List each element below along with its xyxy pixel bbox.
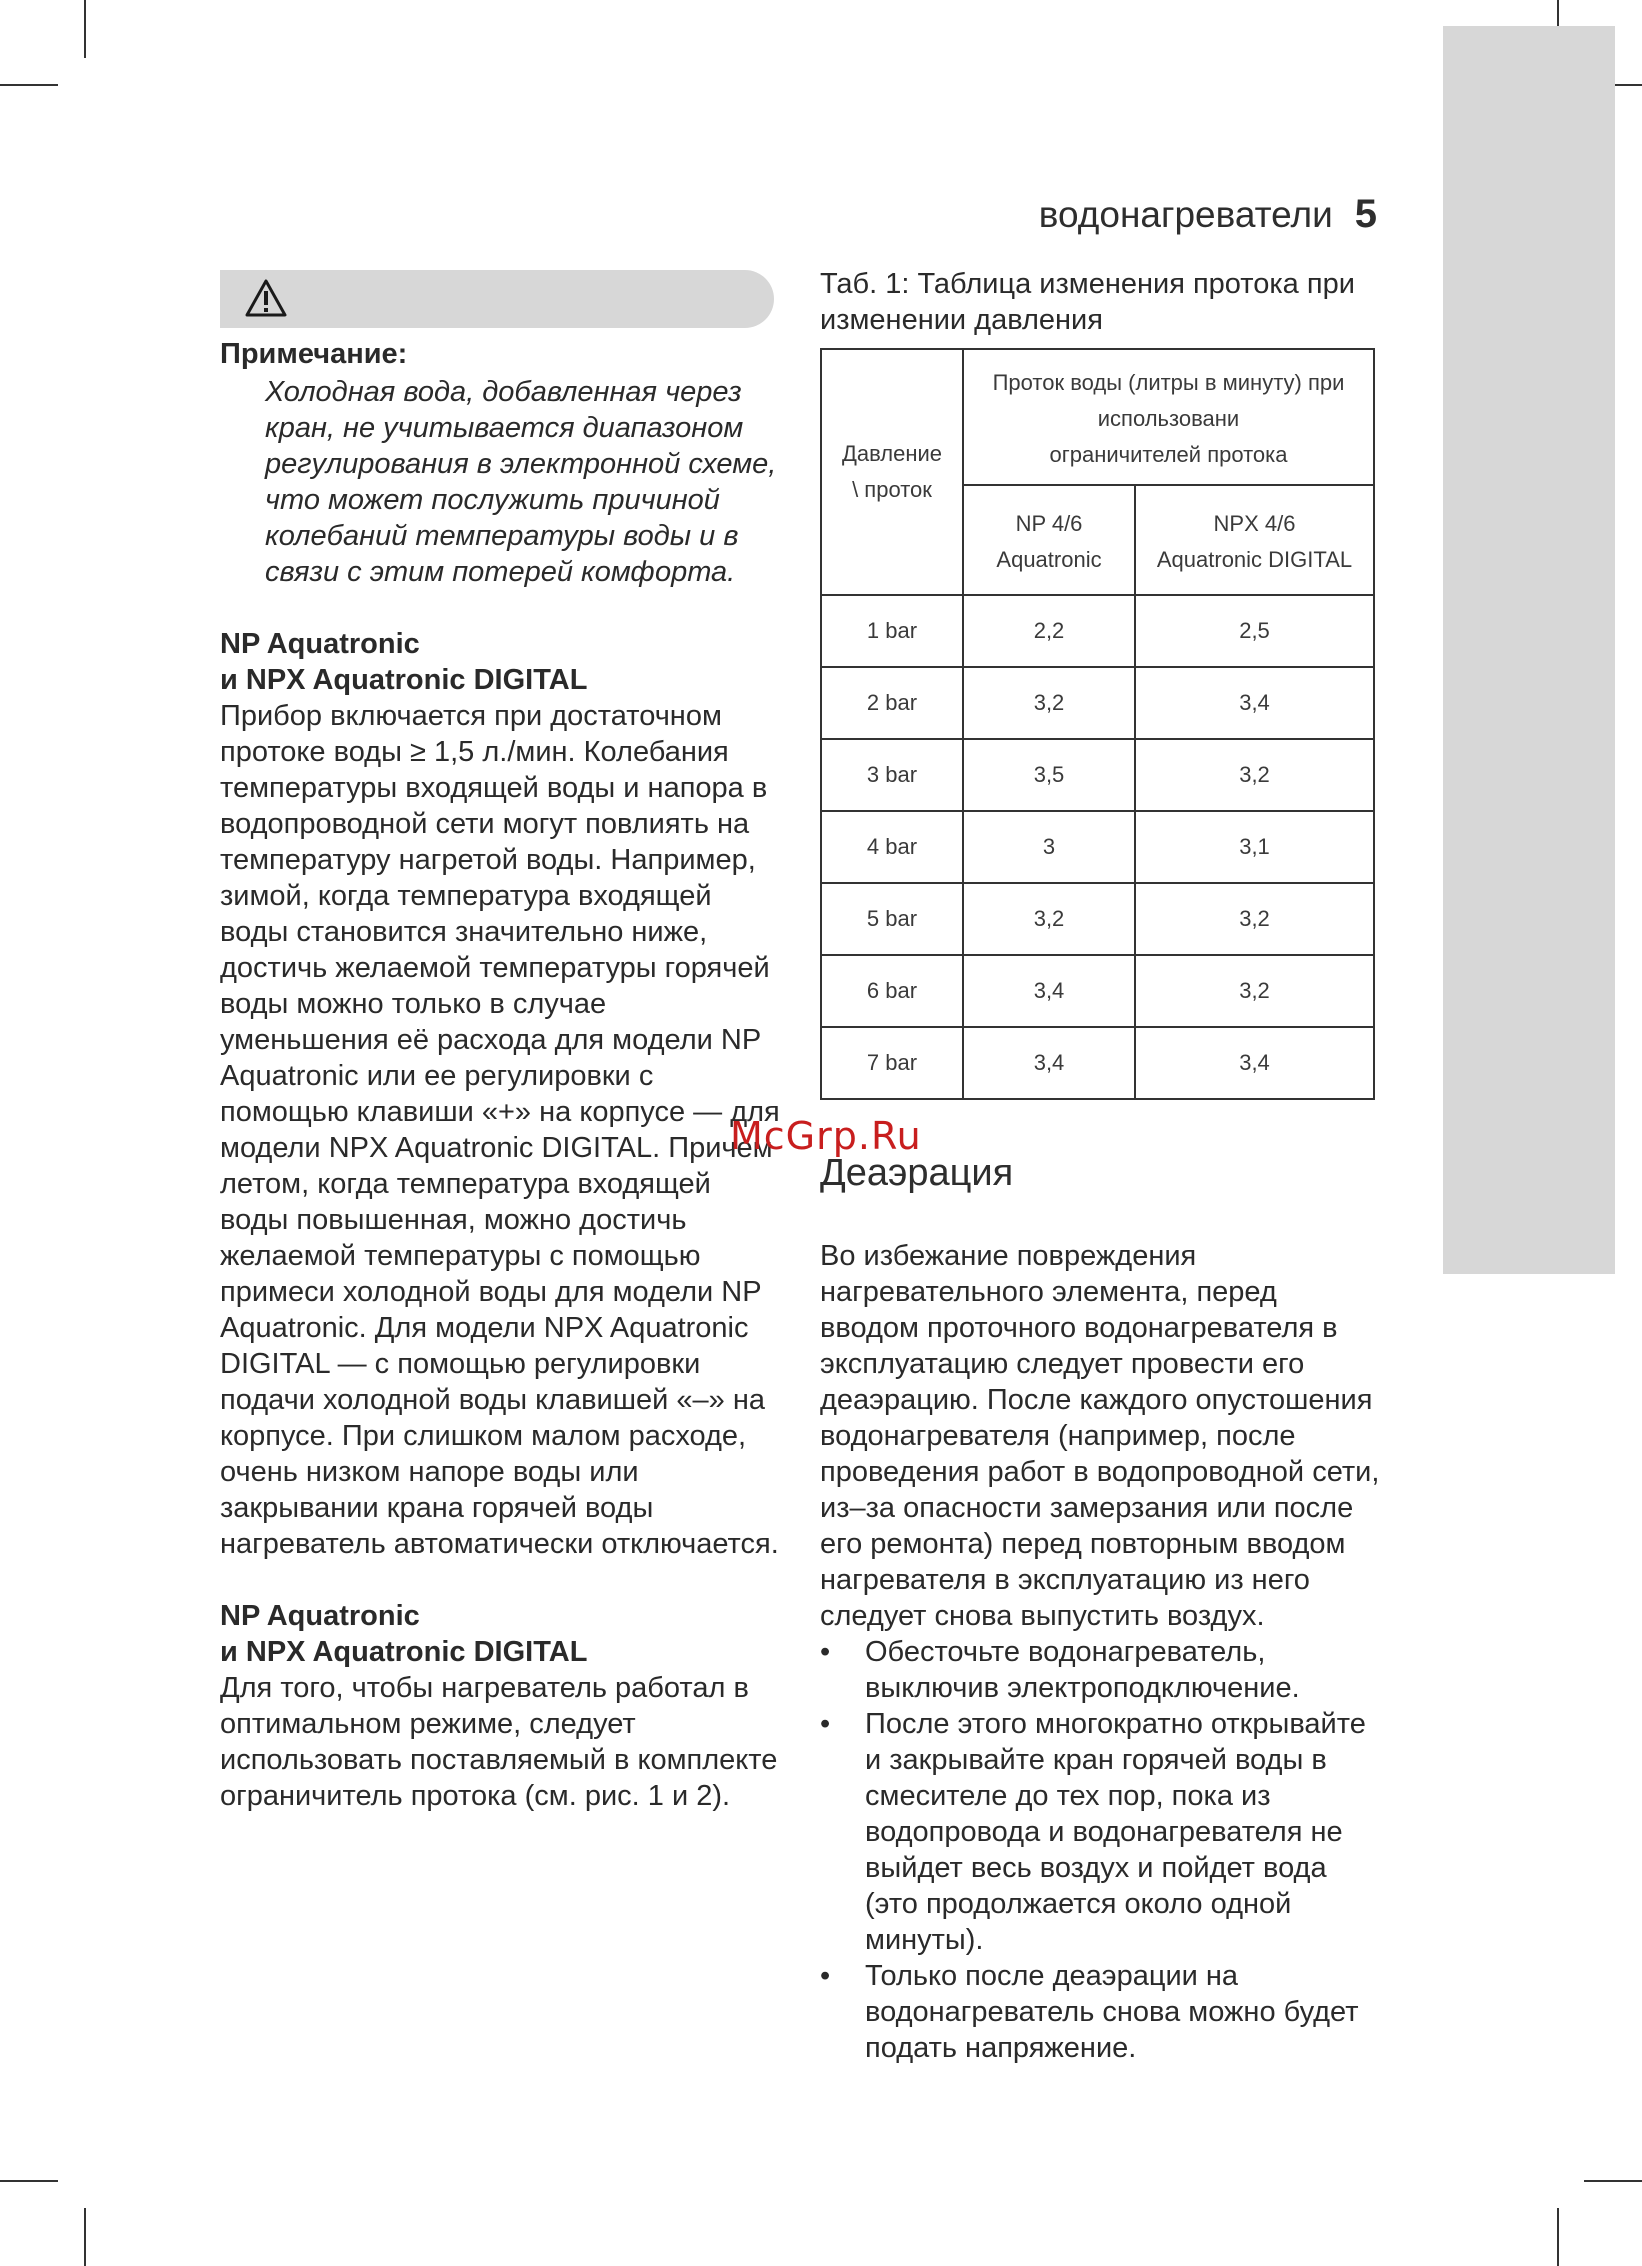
cell-np: 3,5 (963, 739, 1135, 811)
cell-npx: 3,1 (1135, 811, 1374, 883)
section-title-line: и NPX Aquatronic DIGITAL (220, 1636, 588, 1668)
cell-np: 3,4 (963, 1027, 1135, 1099)
page-header (1039, 192, 1377, 237)
cell-np: 3,2 (963, 667, 1135, 739)
deaeration-text: Во избежание повреждения нагревательного элемента, перед вводом проточного водонагревателя в эксплуатацию следует провести его деаэрацию. После каждого опустошения водонагревателя (например, после проведения работ в водопроводной сети, из–за опасности замерзания или после его ремонта) перед повторным вводом нагревателя в эксплуатацию из него следует снова выпустить воздух. (820, 1240, 1380, 1632)
header-text: использовани (1097, 406, 1240, 431)
crop-mark (84, 0, 86, 58)
list-item: • После этого многократно открывайте и закрывайте кран горячей воды в смесителе до тех пор, пока из водопровода и водонагревателя не выйдет весь воздух и пойдет вода (это продолжается около одной минуты). (820, 1706, 1380, 1958)
table-row (821, 1027, 1374, 1099)
table-header-row (821, 349, 1374, 485)
section-title-line: и NPX Aquatronic DIGITAL (220, 664, 588, 696)
cell-npx: 3,4 (1135, 1027, 1374, 1099)
table-caption: Таб. 1: Таблица изменения протока при изменении давления (820, 268, 1355, 336)
cell-pressure: 1 bar (821, 595, 963, 667)
cell-np: 3,2 (963, 883, 1135, 955)
cell-pressure: 6 bar (821, 955, 963, 1027)
section-title-line: NP Aquatronic (220, 1600, 420, 1632)
header-text: NPX 4/6 (1213, 511, 1296, 536)
section-title (220, 626, 780, 698)
flow-table (820, 348, 1375, 1100)
header-np (963, 485, 1135, 595)
cell-pressure: 3 bar (821, 739, 963, 811)
section-text: Прибор включается при достаточном протоке воды ≥ 1,5 л./мин. Колебания температуры входящей воды и напора в водопроводной сети могут повлиять на температуру нагретой воды. Например, зимой, когда температура входящей воды становится значительно ниже, достичь желаемой температуры горячей воды можно только в случае уменьшения её расхода для модели NP Aquatronic или ее регулировки с помощью клавиши «+» на корпусе — для модели NPX Aquatronic DIGITAL. Причем летом, когда температура входящей воды повышенная, можно достичь желаемой температуры с помощью примеси холодной воды для модели NP Aquatronic. Для модели NPX Aquatronic DIGITAL — с помощью регулировки подачи холодной воды клавишей «–» на корпусе. При слишком малом расходе, очень низком напоре воды или закрывании крана горячей воды нагреватель автоматически отключается. (220, 700, 780, 1560)
list-item: • Обесточьте водонагреватель, выключив электроподключение. (820, 1634, 1380, 1706)
section-title (220, 1598, 780, 1670)
cell-npx: 3,2 (1135, 955, 1374, 1027)
table-row (821, 883, 1374, 955)
header-flow (963, 349, 1374, 485)
cell-pressure: 7 bar (821, 1027, 963, 1099)
header-title: водонагреватели (1038, 194, 1333, 235)
table-row (821, 595, 1374, 667)
header-text: Aquatronic DIGITAL (1156, 547, 1353, 572)
header-pressure (821, 349, 963, 595)
right-column (820, 266, 1380, 2066)
header-text: Проток воды (литры в минуту) при (992, 370, 1345, 395)
watermark: McGrp.Ru (730, 1114, 922, 1158)
cell-pressure: 4 bar (821, 811, 963, 883)
crop-mark (0, 2180, 58, 2182)
cell-pressure: 2 bar (821, 667, 963, 739)
cell-npx: 3,2 (1135, 739, 1374, 811)
section-text: Для того, чтобы нагреватель работал в оптимальном режиме, следует использовать поставляемый в комплекте ограничитель протока (см. рис. 1 и 2). (220, 1672, 778, 1812)
header-text: NP 4/6 (1015, 511, 1083, 536)
section-title-line: NP Aquatronic (220, 628, 420, 660)
crop-mark (1584, 2180, 1642, 2182)
side-tab (1443, 26, 1615, 1274)
cell-np: 3 (963, 811, 1135, 883)
header-text: Давление (841, 441, 943, 466)
left-column (220, 270, 780, 1814)
cell-np: 2,2 (963, 595, 1135, 667)
header-text: \ проток (852, 477, 932, 502)
table-row (821, 667, 1374, 739)
header-text: Aquatronic (996, 547, 1102, 572)
list-item: • Только после деаэрации на водонагреватель снова можно будет подать напряжение. (820, 1958, 1380, 2066)
deaeration-bullets (820, 1634, 1380, 2066)
page-number: 5 (1354, 192, 1377, 236)
cell-npx: 3,4 (1135, 667, 1374, 739)
cell-pressure: 5 bar (821, 883, 963, 955)
table-row (821, 811, 1374, 883)
crop-mark (84, 2208, 86, 2266)
cell-npx: 3,2 (1135, 883, 1374, 955)
note-banner (220, 270, 774, 328)
cell-npx: 2,5 (1135, 595, 1374, 667)
cell-np: 3,4 (963, 955, 1135, 1027)
note-title: Примечание: (220, 338, 408, 370)
crop-mark (1557, 2208, 1559, 2266)
crop-mark (0, 84, 58, 86)
note-text: Холодная вода, добавленная через кран, не учитывается диапазоном регулирования в электронной схеме, что может послужить причиной колебаний температуры воды и в связи с этим потерей комфорта. (265, 376, 777, 588)
header-text: ограничителей протока (1049, 442, 1288, 467)
header-npx (1135, 485, 1374, 595)
deaeration-title: Деаэрация (820, 1152, 1014, 1194)
table-row (821, 739, 1374, 811)
table-row (821, 955, 1374, 1027)
